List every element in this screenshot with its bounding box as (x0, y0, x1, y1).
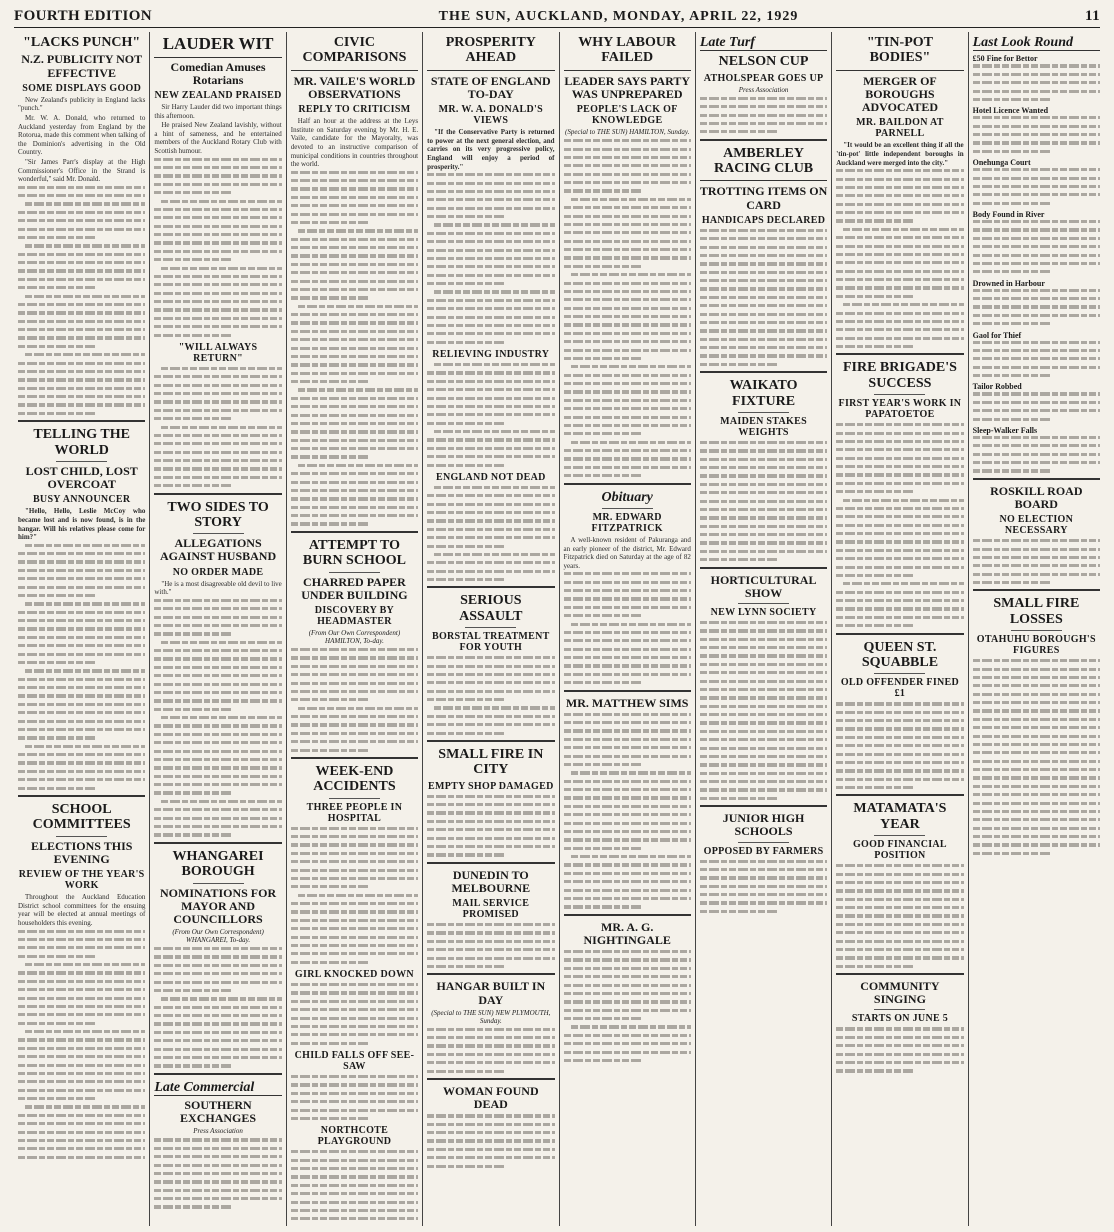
article-body-lines (427, 172, 554, 344)
article-body-lines (291, 826, 418, 964)
article-text: "It would be an excellent thing if all the 'tin-pot' little independent boroughs in Auckland were merged into the city." (836, 141, 964, 167)
edition-label: FOURTH EDITION (14, 8, 153, 24)
section-heading: Late Commercial (154, 1080, 281, 1096)
subheadline: CHARRED PAPER UNDER BUILDING (301, 574, 408, 602)
article-body-lines (973, 288, 1100, 326)
article-body-lines (973, 340, 1100, 378)
headline: AMBERLEY RACING CLUB (713, 145, 814, 177)
subheadline: MR. A. G. NIGHTINGALE (583, 919, 671, 947)
article-body-lines (154, 1137, 281, 1208)
headline: PROSPERITY AHEAD (445, 35, 536, 66)
article-body-lines (154, 157, 281, 337)
subheadline: MR. VAILE'S WORLD OBSERVATIONS (293, 73, 416, 101)
subheadline: PEOPLE'S LACK OF KNOWLEDGE (576, 104, 678, 127)
article-body-lines (973, 538, 1100, 584)
headline: "LACKS PUNCH" (23, 35, 141, 50)
article-body-lines (291, 1149, 418, 1226)
subheadline: OTAHUHU BOROUGH'S FIGURES (976, 634, 1096, 657)
article-body-lines (836, 1026, 963, 1072)
article-body-lines (700, 859, 827, 913)
article-text: Mr. W. A. Donald, who returned to Auckland yesterday from England by the Rotorua, made this comment when talking of the Dominion's advertising in the Old Country. (18, 113, 146, 157)
dateline: (From Our Own Correspondent) HAMILTON, To-day. (308, 629, 401, 645)
section-subhead: "WILL ALWAYS RETURN" (178, 341, 258, 364)
article-body-lines (427, 922, 554, 968)
column-8 (969, 32, 1104, 1226)
brief-heading: Sleep-Walker Falls (972, 425, 1038, 435)
article-body-lines (700, 440, 827, 561)
column-4 (423, 32, 559, 1226)
article-body-lines (973, 435, 1100, 473)
article-body-lines (836, 422, 963, 627)
section-subhead: CHILD FALLS OFF SEE-SAW (294, 1050, 415, 1073)
section-subhead: NORTHCOTE PLAYGROUND (317, 1125, 392, 1148)
section-heading: Last Look Round (973, 35, 1100, 51)
subheadline: BORSTAL TREATMENT FOR YOUTH (431, 631, 550, 654)
subheadline: N.Z. PUBLICITY NOT EFFECTIVE (21, 52, 143, 80)
article-body-lines (564, 712, 691, 909)
article-body-lines (154, 946, 281, 1067)
column-2 (150, 32, 286, 1226)
column-6 (696, 32, 832, 1226)
article-body-lines (836, 701, 963, 789)
article-body-lines (973, 115, 1100, 153)
section-subhead: RELIEVING INDUSTRY (432, 349, 550, 360)
headline: WEEK-END ACCIDENTS (313, 763, 396, 795)
article-body-lines (291, 982, 418, 1045)
headline: SERIOUS ASSAULT (459, 593, 523, 624)
headline: FIRE BRIGADE'S SUCCESS (842, 360, 957, 391)
subheadline: REVIEW OF THE YEAR'S WORK (18, 869, 145, 892)
subheadline: TROTTING ITEMS ON CARD (699, 184, 828, 212)
article-body-lines (973, 658, 1100, 855)
article-body-lines (18, 543, 145, 790)
dateline: Press Association (193, 1127, 243, 1136)
brief-heading: £50 Fine for Bettor (972, 54, 1038, 64)
subheadline: DISCOVERY BY HEADMASTER (314, 605, 395, 627)
section-heading: Obituary (601, 489, 653, 505)
section-subhead: GIRL KNOCKED DOWN (294, 969, 414, 981)
brief-heading: Hotel Licence Wanted (972, 106, 1049, 116)
article-text: Half an hour at the address at the Leys Institute on Saturday evening by Mr. H. E. Vaile, candidate for the Mayoralty, was devoted to an instructive comparison of municipal conditions in countries throughout the world. (290, 117, 419, 169)
brief-heading: Drowned in Harbour (972, 278, 1045, 288)
article-body-lines (564, 949, 691, 1062)
subheadline: ATHOLSPEAR GOES UP (703, 72, 824, 84)
column-7 (832, 32, 968, 1226)
article-body-lines (427, 655, 554, 735)
headline: WHY LABOUR FAILED (578, 35, 677, 66)
subheadline: MR. EDWARD FITZPATRICK (591, 511, 663, 534)
subheadline: NOMINATIONS FOR MAYOR AND COUNCILLORS (160, 885, 277, 926)
article-body-lines (973, 63, 1100, 101)
article-text: "Hello, Hello, Leslie McCoy who became lost and is now found, is in the hangar. Will his relatives please come for him?" (18, 507, 146, 542)
subheadline: THREE PEOPLE IN HOSPITAL (306, 801, 403, 824)
subheadline: MR. W. A. DONALD'S VIEWS (438, 104, 543, 127)
article-body-lines (427, 1113, 554, 1167)
article-body-lines (291, 170, 418, 526)
article-text: "Sir James Parr's display at the High Commissioner's Office in the Strand is wonderful," said Mr. Donald. (18, 157, 146, 184)
column-3 (287, 32, 423, 1226)
article-body-lines (18, 929, 145, 1159)
newspaper-dateline: THE SUN, AUCKLAND, MONDAY, APRIL 22, 1929 (438, 8, 799, 24)
brief-heading: Gaol for Thief (972, 330, 1022, 340)
subheadline: NO ELECTION NECESSARY (999, 514, 1074, 537)
headline: SMALL FIRE LOSSES (993, 596, 1080, 627)
headline: SMALL FIRE IN CITY (438, 746, 544, 778)
headline: WOMAN FOUND DEAD (442, 1083, 539, 1112)
dateline: (Special to THE SUN) HAMILTON, Sunday. (565, 128, 690, 137)
headline: TWO SIDES TO STORY (167, 499, 269, 530)
headline: DUNEDIN TO MELBOURNE (451, 867, 531, 895)
subheadline: FIRST YEAR'S WORK IN PAPATOETOE (838, 398, 962, 421)
article-body-lines (18, 185, 145, 415)
subheadline: EMPTY SHOP DAMAGED (428, 780, 554, 792)
article-body-lines (700, 620, 827, 800)
headline: MATAMATA'S YEAR (853, 801, 947, 832)
article-text: He praised New Zealand lavishly, without a hint of sameness, and he entertained members of the Auckland Rotary Club with Scottish humour. (154, 121, 282, 156)
subheadline: REPLY TO CRITICISM (298, 104, 411, 116)
headline: COMMUNITY SINGING (860, 979, 940, 1007)
subheadline: MERGER OF BOROUGHS ADVOCATED (861, 73, 939, 115)
headline: WHANGAREI BOROUGH (172, 848, 264, 880)
section-heading: Late Turf (700, 35, 827, 51)
column-5 (560, 32, 696, 1226)
headline: "TIN-POT BODIES" (866, 35, 933, 66)
subheadline: GOOD FINANCIAL POSITION (852, 839, 947, 862)
headline: ROSKILL ROAD BOARD (990, 483, 1083, 511)
headline: WAIKATO FIXTURE (729, 378, 798, 409)
headline: HANGAR BUILT IN DAY (436, 979, 546, 1007)
article-body-lines (291, 647, 418, 752)
subheadline: Comedian Amuses Rotarians (170, 59, 266, 87)
article-body-lines (564, 571, 691, 684)
article-body-lines (427, 794, 554, 857)
subheadline: HANDICAPS DECLARED (701, 214, 826, 226)
article-body-lines (154, 598, 281, 837)
article-body-lines (154, 366, 281, 487)
subheadline: NO ORDER MADE (172, 566, 264, 578)
article-body-lines (836, 863, 963, 968)
section-subhead: ENGLAND NOT DEAD (435, 471, 546, 483)
subheadline: SOUTHERN EXCHANGES (180, 1098, 257, 1126)
subheadline: OPPOSED BY FARMERS (703, 845, 824, 857)
subheadline: LOST CHILD, LOST OVERCOAT (25, 463, 138, 492)
headline: TELLING THE WORLD (33, 427, 130, 458)
headline: SCHOOL COMMITTEES (32, 801, 131, 833)
subheadline: MR. BAILDON AT PARNELL (856, 117, 944, 140)
article-text: Sir Harry Lauder did two important things this afternoon. (154, 103, 282, 120)
headline: JUNIOR HIGH SCHOOLS (722, 811, 805, 839)
article-body-lines (973, 391, 1100, 420)
dateline: (From Our Own Correspondent) WHANGAREI, To-day. (172, 928, 264, 945)
article-text: Throughout the Auckland Education District school committees for the ensuing year will be elected at annual meetings of householders this evening. (18, 893, 146, 927)
subheadline: ALLEGATIONS AGAINST HUSBAND (159, 536, 277, 564)
subheadline: STATE OF ENGLAND TO-DAY (430, 73, 551, 101)
subheadline: NEW ZEALAND PRAISED (154, 90, 282, 102)
subheadline: STARTS ON JUNE 5 (851, 1013, 949, 1025)
article-body-lines (291, 1074, 418, 1120)
article-body-lines (700, 96, 827, 134)
dateline: Press Association (738, 85, 789, 94)
subheadline: MAIDEN STAKES WEIGHTS (720, 415, 807, 438)
article-body-lines (427, 485, 554, 581)
subheadline: NEW LYNN SOCIETY (710, 606, 817, 618)
subheadline: MAIL SERVICE PROMISED (452, 898, 530, 921)
headline: NELSON CUP (718, 54, 809, 70)
subheadline: LEADER SAYS PARTY WAS UNPREPARED (564, 73, 690, 101)
column-1 (14, 32, 150, 1226)
article-text: "He is a most disagreeable old devil to live with." (154, 579, 282, 597)
article-body-lines (427, 1027, 554, 1073)
article-body-lines (836, 168, 963, 348)
headline: HORTICULTURAL SHOW (710, 572, 817, 600)
page-number: 11 (1085, 8, 1100, 24)
brief-heading: Onehunga Court (972, 158, 1031, 168)
headline: CIVIC COMPARISONS (302, 35, 407, 66)
article-body-lines (973, 219, 1100, 273)
brief-heading: Body Found in River (972, 210, 1045, 220)
article-body-lines (700, 228, 827, 366)
article-body-lines (973, 167, 1100, 205)
article-body-lines (564, 138, 691, 477)
masthead (14, 6, 1100, 28)
dateline: (Special to THE SUN) NEW PLYMOUTH, Sunday. (431, 1008, 551, 1025)
subheadline: SOME DISPLAYS GOOD (22, 82, 142, 94)
subheadline: MR. MATTHEW SIMS (565, 695, 689, 710)
headline: ATTEMPT TO BURN SCHOOL (302, 537, 406, 569)
brief-heading: Tailor Robbed (972, 382, 1022, 392)
subheadline: BUSY ANNOUNCER (32, 494, 131, 506)
article-text: A well-known resident of Pakuranga and an early pioneer of the district, Mr. Edward Fitzpatrick died on Saturday at the age of 82 years. (563, 535, 691, 570)
headline: QUEEN ST. SQUABBLE (861, 639, 939, 670)
article-body-lines (427, 362, 554, 467)
headline: LAUDER WIT (154, 35, 281, 58)
subheadline: ELECTIONS THIS EVENING (30, 838, 133, 866)
newspaper-columns (14, 32, 1104, 1226)
article-text: New Zealand's publicity in England lacks "punch." (18, 95, 146, 113)
subheadline: OLD OFFENDER FINED £1 (840, 677, 960, 700)
article-text: "If the Conservative Party is returned to power at the next general election, and carries on its very progressive policy, England will enjoy a period of prosperity." (427, 128, 555, 171)
